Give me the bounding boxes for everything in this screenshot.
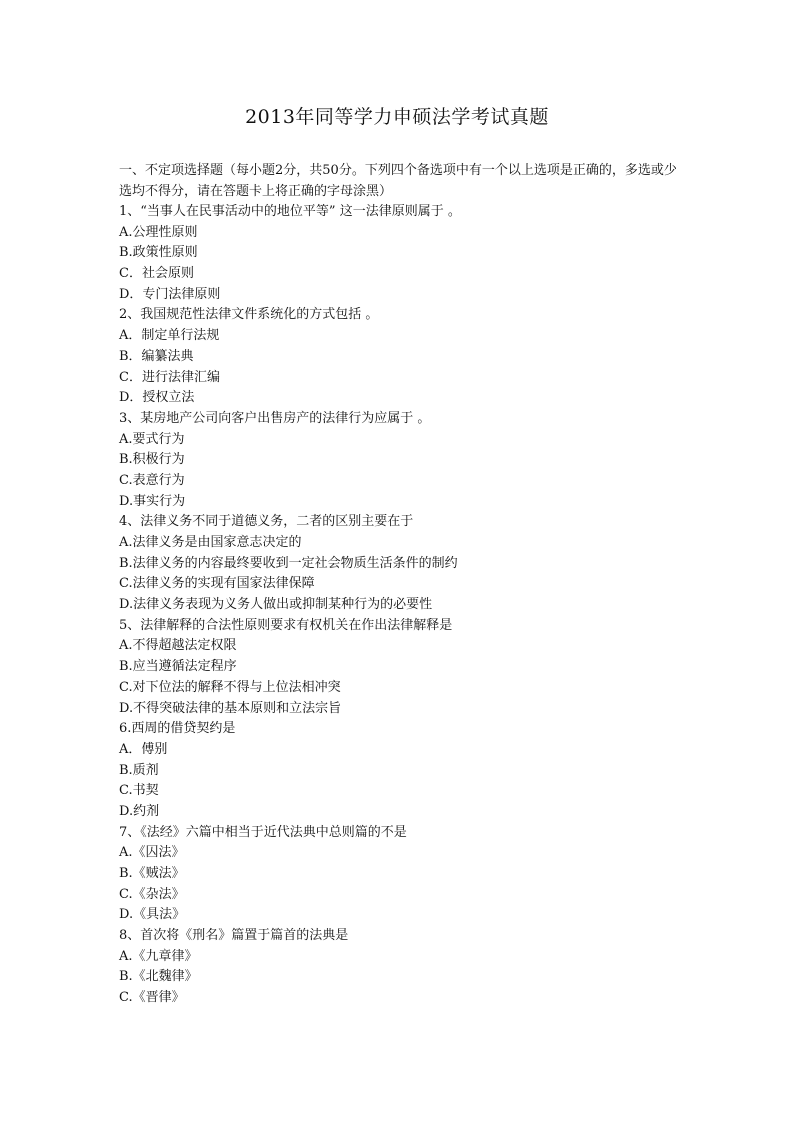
answer-option: B.质剂: [119, 762, 159, 778]
section-intro: 一、不定项选择题（每小题2分，共50分。下列四个备选项中有一个以上选项是正确的，多选或少选均不得分，请在答题卡上将正确的字母涂黑）: [119, 163, 677, 199]
answer-option: C．进行法律汇编: [119, 369, 220, 385]
question-stem: 7、《法经》六篇中相当于近代法典中总则篇的不是: [119, 824, 407, 840]
question-stem: 6.西周的借贷契约是: [119, 721, 236, 737]
answer-option: C.《杂法》: [119, 886, 185, 902]
answer-option: B．编纂法典: [119, 348, 194, 364]
answer-option: C.《晋律》: [119, 990, 185, 1006]
page-title: 2013年同等学力申硕法学考试真题: [245, 106, 549, 128]
answer-option: A.要式行为: [119, 431, 185, 447]
question-stem: 1、“当事人在民事活动中的地位平等” 这一法律原则属于 。: [119, 204, 461, 219]
question-stem: 4、法律义务不同于道德义务，二者的区别主要在于: [119, 514, 414, 530]
answer-option: C．社会原则: [119, 266, 194, 282]
question-stem: 2、我国规范性法律文件系统化的方式包括 。: [119, 307, 379, 323]
answer-option: B.应当遵循法定程序: [119, 659, 237, 675]
document-body: [119, 160, 679, 1009]
answer-option: D．授权立法: [119, 390, 195, 406]
answer-option: A．傅别: [119, 741, 168, 757]
answer-option: B.法律义务的内容最终要收到一定社会物质生活条件的制约: [119, 555, 458, 571]
answer-option: D.约剂: [119, 803, 160, 819]
answer-option: B.积极行为: [119, 452, 185, 468]
answer-option: A.不得超越法定权限: [119, 638, 237, 654]
answer-option: D.法律义务表现为义务人做出或抑制某种行为的必要性: [119, 597, 433, 613]
answer-option: B.《贼法》: [119, 866, 185, 881]
answer-option: D．专门法律原则: [119, 286, 221, 302]
question-stem: 8、首次将《刑名》篇置于篇首的法典是: [119, 928, 349, 944]
answer-option: D.不得突破法律的基本原则和立法宗旨: [119, 700, 342, 716]
answer-option: A.公理性原则: [119, 224, 198, 240]
answer-option: A．制定单行法规: [119, 328, 220, 344]
answer-option: B.《北魏律》: [119, 969, 198, 985]
question-stem: 3、某房地产公司向客户出售房产的法律行为应属于 。: [119, 410, 431, 426]
question-stem: 5、法律解释的合法性原则要求有权机关在作出法律解释是: [119, 617, 453, 633]
answer-option: C.书契: [119, 783, 159, 799]
answer-option: A.法律义务是由国家意志决定的: [119, 535, 302, 550]
answer-option: B.政策性原则: [119, 245, 198, 261]
answer-option: C.表意行为: [119, 472, 185, 488]
answer-option: C.法律义务的实现有国家法律保障: [119, 576, 315, 592]
answer-option: D.事实行为: [119, 493, 186, 509]
question-list: [119, 202, 679, 1009]
answer-option: A.《囚法》: [119, 845, 185, 861]
answer-option: A.《九章律》: [119, 948, 198, 964]
answer-option: C.对下位法的解释不得与上位法相冲突: [119, 679, 341, 695]
answer-option: D.《具法》: [119, 907, 186, 923]
